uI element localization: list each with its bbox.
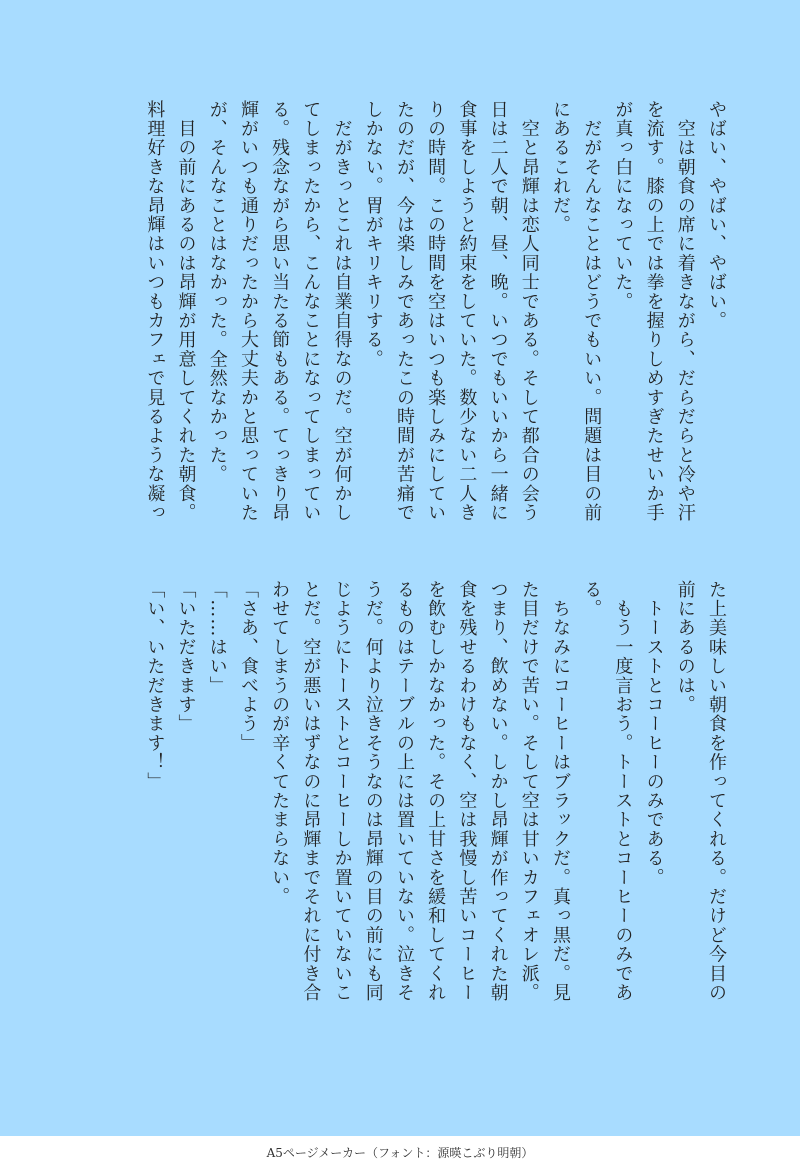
text-column: つまり、飲めない。しかし昂輝が作ってくれた朝: [487, 580, 509, 1003]
footer-credit: A5ページメーカー（フォント：源暎こぶり明朝）: [0, 1136, 800, 1171]
text-column: とだ。空が悪いはずなのに昂輝までそれに付き合: [300, 580, 322, 1003]
text-column: 空と昂輝は恋人同士である。そして都合の会う: [518, 100, 540, 523]
text-column: トーストとコーヒーのみである。: [643, 580, 665, 888]
text-column: を飲むしかなかった。その上甘さを緩和してくれ: [425, 580, 447, 1003]
text-column: が真っ白になっていた。: [612, 100, 634, 312]
text-column: 日は二人で朝、昼、晩。いつでもいいから一緒に: [487, 100, 509, 523]
text-column: わせてしまうのが辛くてたまらない。: [269, 580, 291, 907]
text-column: が、そんなことはなかった。全然なかった。: [206, 100, 228, 484]
text-column: じようにトーストとコーヒーしか置いていないこ: [331, 580, 353, 1003]
text-column: うだ。何より泣きそうなのは昂輝の目の前にも同: [362, 580, 384, 1003]
text-column: たのだが、今は楽しみであったこの時間が苦痛で: [393, 100, 415, 523]
text-column: もう一度言おう。トーストとコーヒーのみであ: [612, 580, 634, 1003]
text-column: 前にあるのは。: [674, 580, 696, 715]
text-column: 料理好きな昂輝はいつもカフェで見るような凝っ: [144, 100, 166, 523]
text-column: 「さあ、食べよう」: [237, 580, 259, 753]
text-block-bottom: [62, 580, 732, 1030]
text-column: を流す。膝の上では拳を握りしめすぎたせいか手: [643, 100, 665, 523]
text-column: 食を残せるわけもなく、空は我慢し苦いコーヒー: [456, 580, 478, 1003]
text-column: だがきっとこれは自業自得なのだ。空が何かし: [331, 100, 353, 523]
text-column: 「いただきます」: [175, 580, 197, 734]
text-column: る。: [581, 580, 603, 619]
text-column: 「い、いただきます！」: [144, 580, 166, 792]
text-column: 食事をしようと約束をしていた。数少ない二人き: [456, 100, 478, 523]
text-block-top: [62, 100, 732, 540]
text-column: 目の前にあるのは昂輝が用意してくれた朝食。: [175, 100, 197, 523]
text-column: しかない。胃がキリキリする。: [362, 100, 384, 369]
text-column: るものはテーブルの上には置いていない。泣きそ: [393, 580, 415, 1003]
text-column: 空は朝食の席に着きながら、だらだらと冷や汗: [674, 100, 696, 523]
text-column: にあるこれだ。: [549, 100, 571, 235]
text-column: やばい、やばい、やばい。: [706, 100, 727, 331]
text-column: た上美味しい朝食を作ってくれる。だけど今目の: [706, 580, 727, 1003]
text-column: ちなみにコーヒーはブラックだ。真っ黒だ。見: [549, 580, 571, 1003]
text-column: てしまったから、こんなことになってしまってい: [300, 100, 322, 523]
text-column: 「……はい」: [206, 580, 228, 696]
text-column: だがそんなことはどうでもいい。問題は目の前: [581, 100, 603, 523]
text-column: りの時間。この時間を空はいつも楽しみにしてい: [425, 100, 447, 523]
text-column: た目だけで苦い。そして空は甘いカフェオレ派。: [518, 580, 540, 1003]
text-column: る。残念ながら思い当たる節もある。てっきり昂: [269, 100, 291, 523]
text-column: 輝がいつも通りだったから大丈夫かと思っていた: [237, 100, 259, 523]
